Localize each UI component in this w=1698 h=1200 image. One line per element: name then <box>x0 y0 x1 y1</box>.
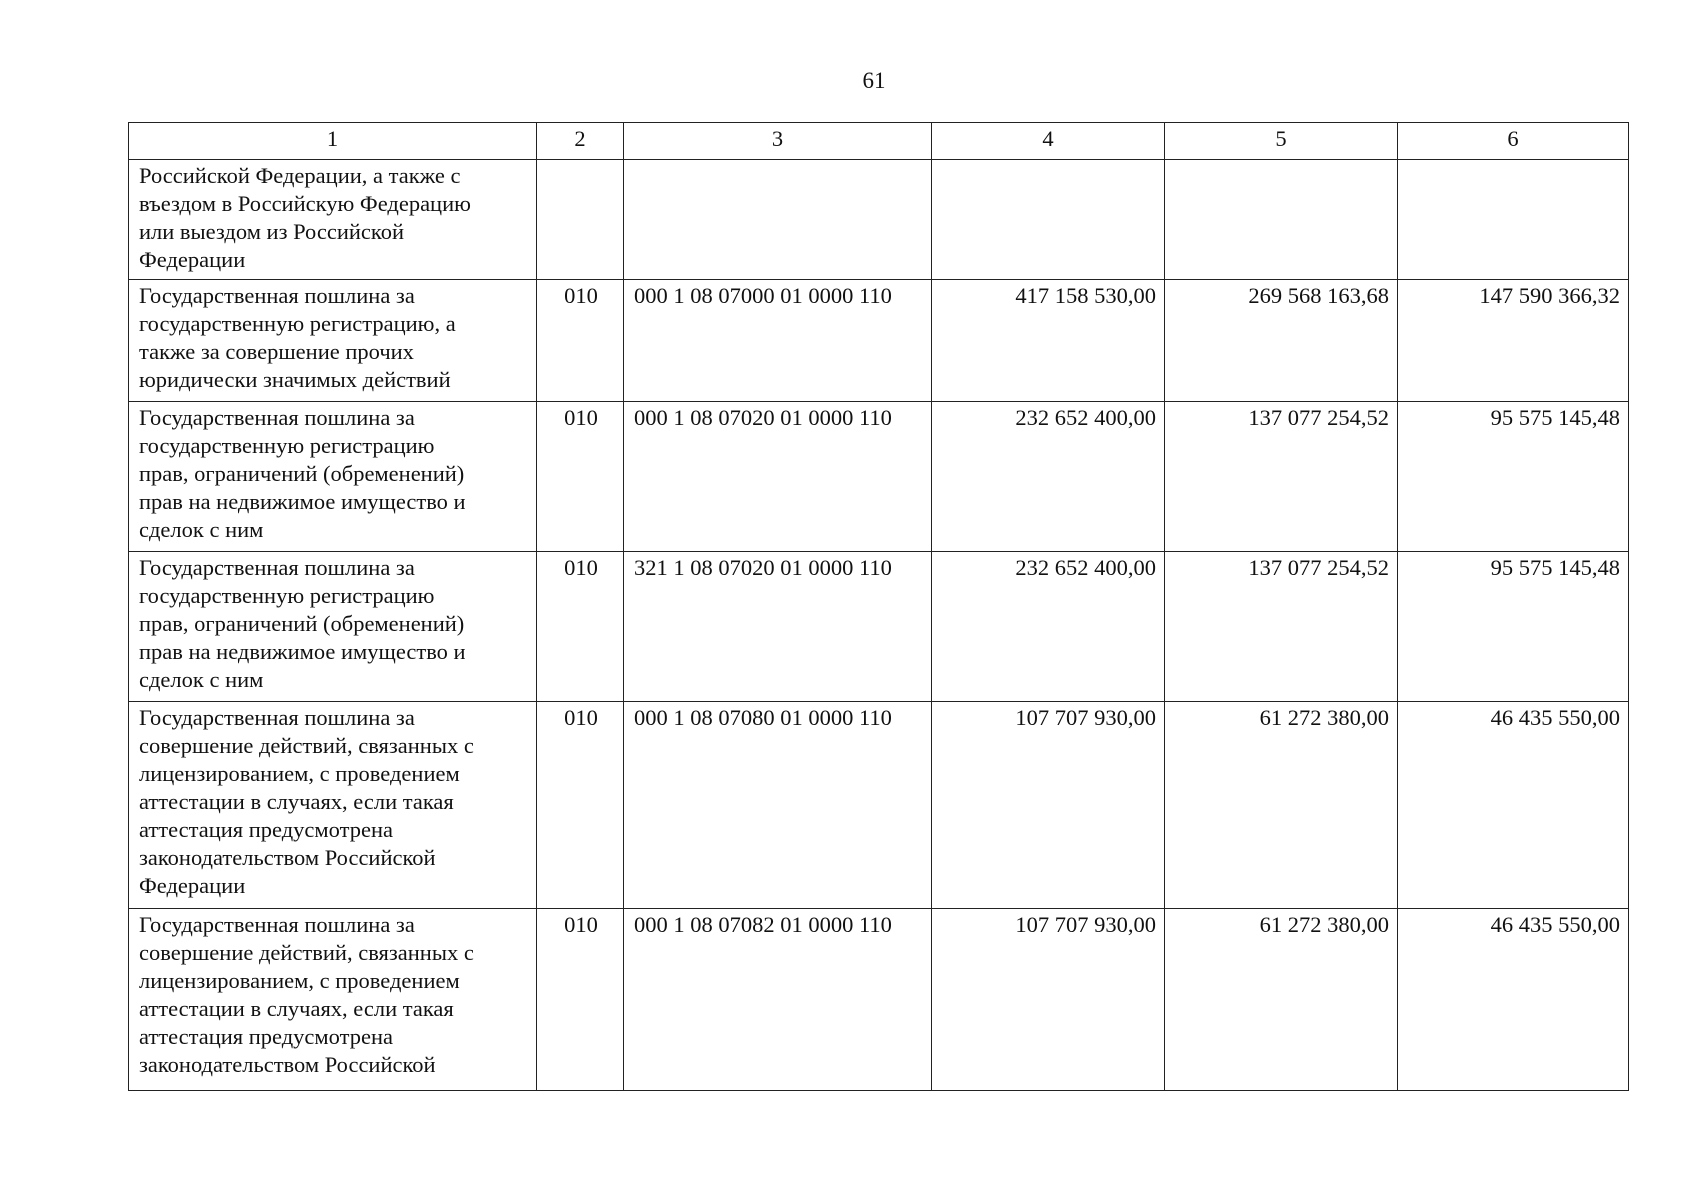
table-row <box>129 402 1629 552</box>
table-row <box>129 280 1629 402</box>
row-line-code: 010 <box>537 552 624 702</box>
row-budget-code: 321 1 08 07020 01 0000 110 <box>624 552 932 702</box>
row-unexecuted: 147 590 366,32 <box>1398 280 1629 402</box>
row-name: Государственная пошлина за государственную регистрацию прав, ограничений (обременений) прав на недвижимое имущество и сделок с ним <box>139 555 466 692</box>
table-row <box>129 160 1629 280</box>
row-executed: 61 272 380,00 <box>1165 909 1398 1091</box>
row-unexecuted <box>1398 160 1629 280</box>
header-row <box>129 123 1629 160</box>
header-cell: 5 <box>1165 123 1398 160</box>
row-line-code: 010 <box>537 909 624 1091</box>
header-cell: 1 <box>129 123 537 160</box>
row-line-code <box>537 160 624 280</box>
row-line-code: 010 <box>537 702 624 909</box>
header-cell: 4 <box>932 123 1165 160</box>
row-approved: 232 652 400,00 <box>932 402 1165 552</box>
header-cell: 6 <box>1398 123 1629 160</box>
page-number: 61 <box>862 68 886 93</box>
row-unexecuted: 46 435 550,00 <box>1398 909 1629 1091</box>
row-name: Государственная пошлина за совершение действий, связанных с лицензированием, с проведением аттестации в случаях, если такая аттестация предусмотрена законодательством Российской <box>139 912 474 1077</box>
header-cell: 2 <box>537 123 624 160</box>
row-name: Государственная пошлина за государственную регистрацию прав, ограничений (обременений) прав на недвижимое имущество и сделок с ним <box>139 405 466 542</box>
row-line-code: 010 <box>537 402 624 552</box>
table-row <box>129 909 1629 1091</box>
table-row <box>129 552 1629 702</box>
row-unexecuted: 95 575 145,48 <box>1398 402 1629 552</box>
row-budget-code: 000 1 08 07000 01 0000 110 <box>624 280 932 402</box>
row-approved <box>932 160 1165 280</box>
row-executed: 137 077 254,52 <box>1165 552 1398 702</box>
row-executed: 269 568 163,68 <box>1165 280 1398 402</box>
row-line-code: 010 <box>537 280 624 402</box>
table-row <box>129 702 1629 909</box>
row-approved: 107 707 930,00 <box>932 909 1165 1091</box>
row-unexecuted: 46 435 550,00 <box>1398 702 1629 909</box>
row-unexecuted: 95 575 145,48 <box>1398 552 1629 702</box>
row-approved: 417 158 530,00 <box>932 280 1165 402</box>
row-budget-code: 000 1 08 07020 01 0000 110 <box>624 402 932 552</box>
revenue-table <box>128 122 1629 1091</box>
row-name: Государственная пошлина за государственную регистрацию, а также за совершение прочих юридически значимых действий <box>139 283 456 392</box>
row-name: Государственная пошлина за совершение действий, связанных с лицензированием, с проведением аттестации в случаях, если такая аттестация предусмотрена законодательством Российской Федерации <box>139 705 474 898</box>
row-approved: 107 707 930,00 <box>932 702 1165 909</box>
row-executed: 61 272 380,00 <box>1165 702 1398 909</box>
row-executed <box>1165 160 1398 280</box>
row-budget-code: 000 1 08 07082 01 0000 110 <box>624 909 932 1091</box>
row-budget-code <box>624 160 932 280</box>
row-name: Российской Федерации, а также с въездом в Российскую Федерацию или выездом из Российской Федерации <box>139 163 471 272</box>
row-budget-code: 000 1 08 07080 01 0000 110 <box>624 702 932 909</box>
row-executed: 137 077 254,52 <box>1165 402 1398 552</box>
header-cell: 3 <box>624 123 932 160</box>
row-approved: 232 652 400,00 <box>932 552 1165 702</box>
